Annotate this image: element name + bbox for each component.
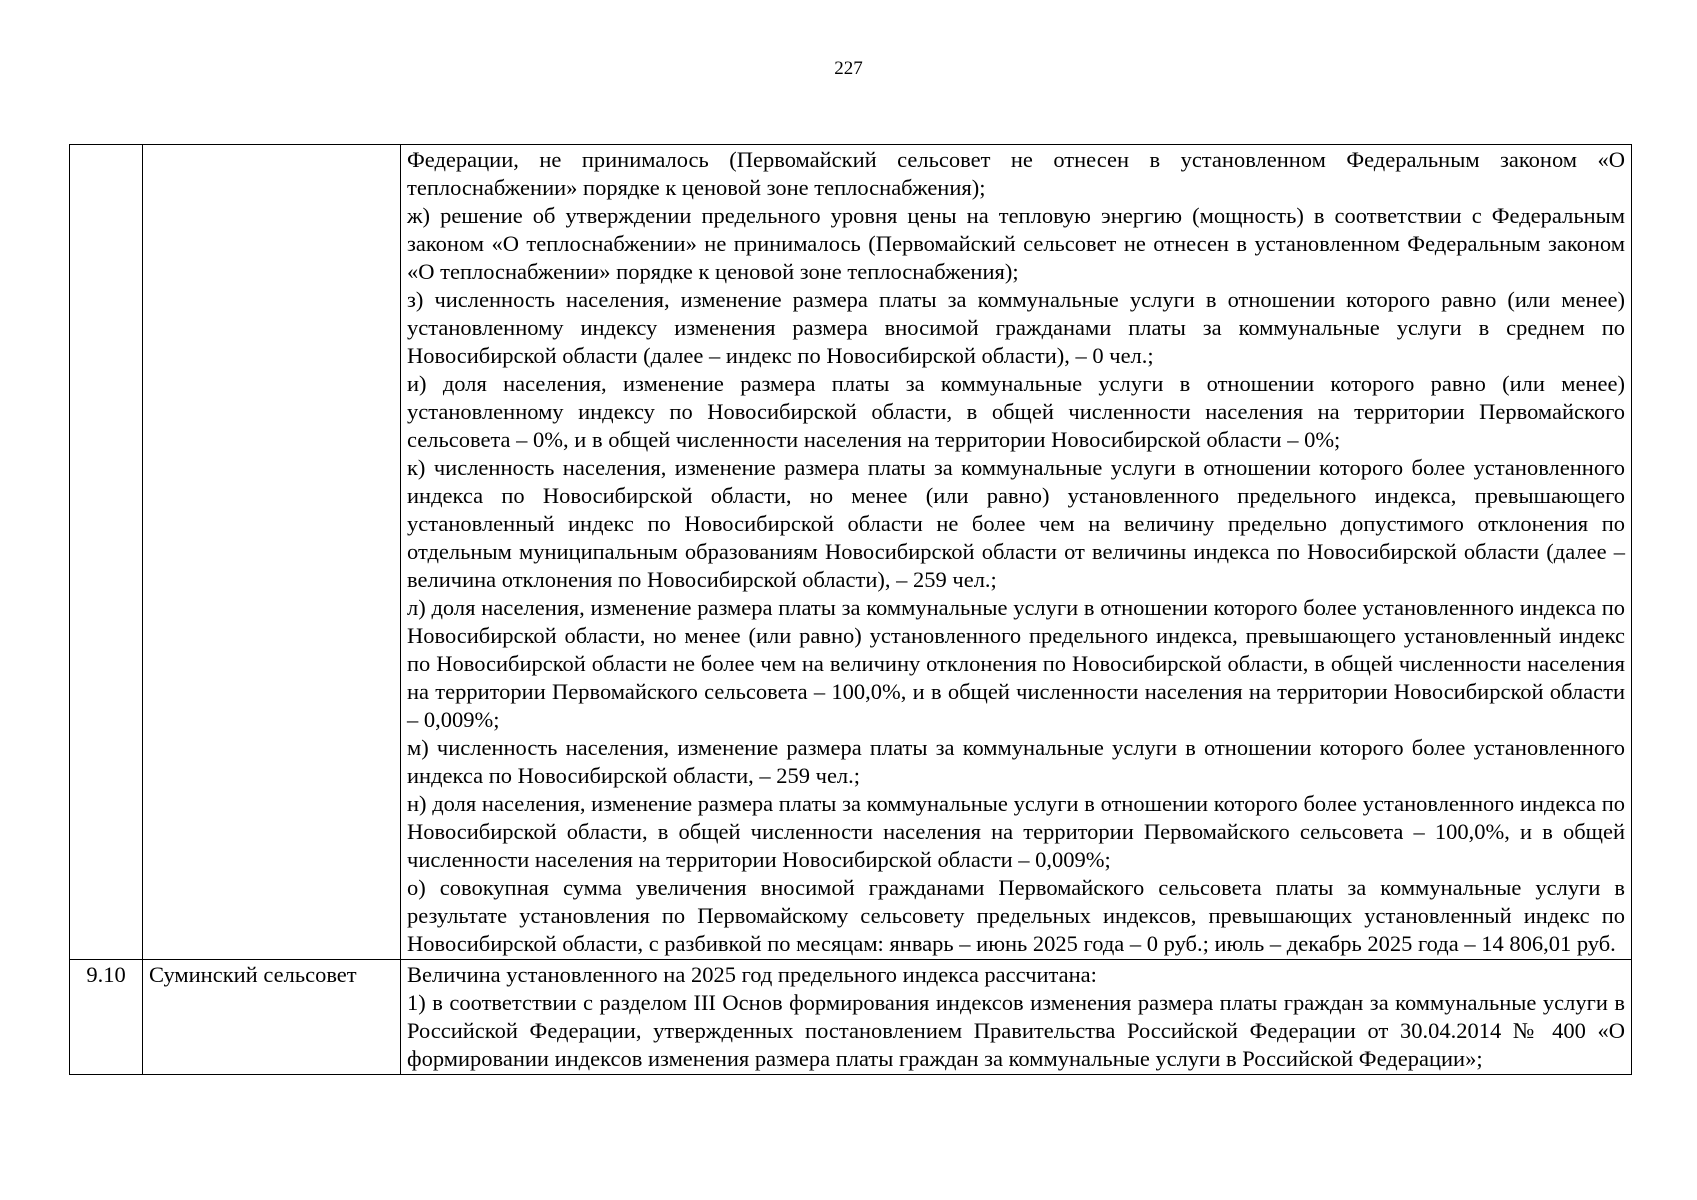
description-cell xyxy=(401,145,1632,960)
paragraph: 1) в соответствии с разделом III Основ формирования индексов изменения размера платы граждан за коммунальные услуги в Российской Федерации, утвержденных постановлением Правительства Российской Федерации от 30.04.2014 № 400 «О формировании индексов изменения размера платы граждан за коммунальные услуги в Российской Федерации»; xyxy=(407,990,1625,1071)
paragraph: н) доля населения, изменение размера платы за коммунальные услуги в отношении которого более установленного индекса по Новосибирской области, в общей численности населения на территории Первомайского сельсовета – 100,0%, и в общей численности населения на территории Новосибирской области – 0,009%; xyxy=(407,791,1625,872)
municipality-name-cell xyxy=(143,145,401,960)
page-number: 227 xyxy=(834,58,863,79)
description-cell xyxy=(401,960,1632,1075)
paragraph: Федерации, не принималось (Первомайский сельсовет не отнесен в установленном Федеральным законом «О теплоснабжении» порядке к ценовой зоне теплоснабжения); xyxy=(407,147,1625,200)
row-number-cell xyxy=(70,145,143,960)
paragraph: Величина установленного на 2025 год предельного индекса рассчитана: xyxy=(407,962,1097,987)
municipality-name-cell: Суминский сельсовет xyxy=(143,960,401,1075)
row-number-cell: 9.10 xyxy=(70,960,143,1075)
document-table xyxy=(69,144,1632,1075)
paragraph: з) численность населения, изменение размера платы за коммунальные услуги в отношении которого равно (или менее) установленному индексу изменения размера вносимой гражданами платы за коммунальные услуги в среднем по Новосибирской области (далее – индекс по Новосибирской области), – 0 чел.; xyxy=(407,287,1625,368)
paragraph: ж) решение об утверждении предельного уровня цены на тепловую энергию (мощность) в соответствии с Федеральным законом «О теплоснабжении» не принималось (Первомайский сельсовет не отнесен в установленном Федеральным законом «О теплоснабжении» порядке к ценовой зоне теплоснабжения); xyxy=(407,203,1625,284)
paragraph: л) доля населения, изменение размера платы за коммунальные услуги в отношении которого более установленного индекса по Новосибирской области, но менее (или равно) установленного предельного индекса, превышающего установленный индекс по Новосибирской области не более чем на величину отклонения по Новосибирской области, в общей численности населения на территории Первомайского сельсовета – 100,0%, и в общей численности населения на территории Новосибирской области – 0,009%; xyxy=(407,595,1625,732)
table-row xyxy=(70,145,1632,960)
paragraph: о) совокупная сумма увеличения вносимой гражданами Первомайского сельсовета платы за коммунальные услуги в результате установления по Первомайскому сельсовету предельных индексов, превышающих установленный индекс по Новосибирской области, с разбивкой по месяцам: январь – июнь 2025 года – 0 руб.; июль – декабрь 2025 года – 14 806,01 руб. xyxy=(407,875,1625,956)
table-row xyxy=(70,960,1632,1075)
paragraph: и) доля населения, изменение размера платы за коммунальные услуги в отношении которого равно (или менее) установленному индексу по Новосибирской области, в общей численности населения на территории Первомайского сельсовета – 0%, и в общей численности населения на территории Новосибирской области – 0%; xyxy=(407,371,1625,452)
paragraph: к) численность населения, изменение размера платы за коммунальные услуги в отношении которого более установленного индекса по Новосибирской области, но менее (или равно) установленного предельного индекса, превышающего установленный индекс по Новосибирской области не более чем на величину предельно допустимого отклонения по отдельным муниципальным образованиям Новосибирской области от величины индекса по Новосибирской области (далее – величина отклонения по Новосибирской области), – 259 чел.; xyxy=(407,455,1625,592)
paragraph: м) численность населения, изменение размера платы за коммунальные услуги в отношении которого более установленного индекса по Новосибирской области, – 259 чел.; xyxy=(407,735,1625,788)
